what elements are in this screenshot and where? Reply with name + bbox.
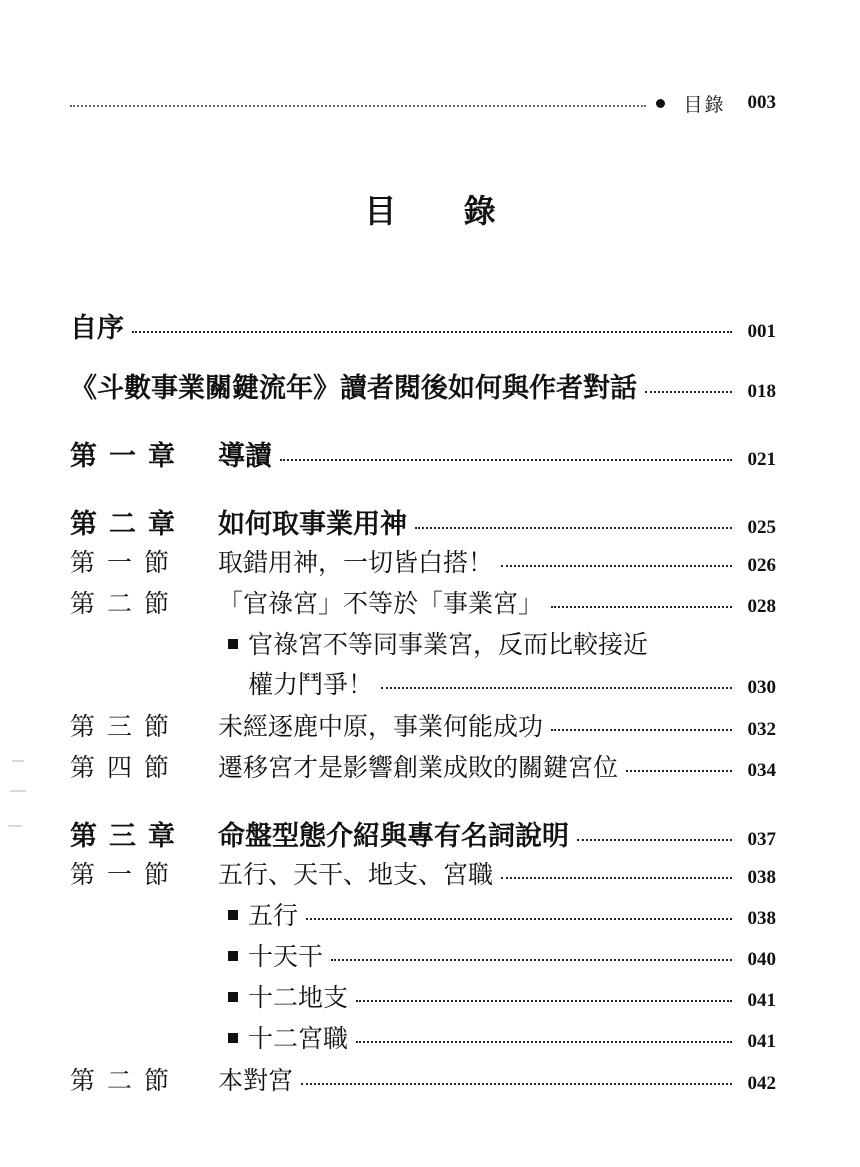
toc-label: 如何取事業用神 — [218, 509, 407, 540]
toc-label-group — [70, 543, 493, 579]
square-bullet-icon — [228, 951, 238, 961]
toc-page-number: 041 — [747, 990, 776, 1011]
header-bullet-icon — [656, 99, 665, 108]
toc-page-number: 018 — [747, 381, 776, 402]
toc-entry-chapter-3 — [70, 814, 776, 853]
scan-smudge-1 — [12, 760, 24, 762]
toc-page-number: 040 — [747, 949, 776, 970]
toc-label-group — [70, 748, 618, 784]
running-header-page-number: 003 — [747, 92, 776, 113]
toc-dotted-leader — [551, 606, 732, 608]
toc-label: 「官祿宮」不等於「事業宮」 — [218, 589, 544, 618]
toc-entry-ch2-section-1 — [70, 543, 776, 579]
toc-label: 五行、天干、地支、宮職 — [218, 860, 494, 889]
toc-dotted-leader — [626, 770, 732, 772]
toc-section-number: 第一節 — [70, 548, 182, 577]
square-bullet-icon — [228, 1033, 238, 1043]
toc-page-number: 026 — [747, 555, 776, 576]
toc-label: 導讀 — [218, 441, 272, 472]
toc-dotted-leader — [501, 877, 732, 879]
toc-page-number: 028 — [747, 596, 776, 617]
toc-label-group — [70, 502, 407, 541]
toc-label: 官祿宮不等同事業宮，反而比較接近 — [248, 630, 649, 659]
toc-entry-ch3-sec1-item-2 — [228, 937, 776, 973]
toc-entry-ch2-section-2 — [70, 584, 776, 620]
toc-entry-ch3-section-2 — [70, 1061, 776, 1097]
toc-dotted-leader — [356, 1041, 732, 1043]
toc-dotted-leader — [501, 565, 732, 567]
toc-dotted-leader — [356, 1000, 732, 1002]
toc-page-number: 030 — [747, 677, 776, 698]
toc-dotted-leader — [645, 391, 732, 393]
square-bullet-icon — [228, 992, 238, 1002]
toc-page-number: 037 — [747, 829, 776, 850]
toc-label-group — [70, 855, 493, 891]
running-header-title: 目錄 — [683, 93, 726, 116]
toc-dotted-leader — [280, 459, 732, 461]
toc-dotted-leader — [306, 918, 732, 920]
toc-page-number: 001 — [747, 321, 776, 342]
toc-section-number: 第一節 — [70, 860, 182, 889]
toc-entry-ch2-section-4 — [70, 748, 776, 784]
toc-label-group — [228, 896, 298, 932]
toc-dotted-leader — [551, 729, 732, 731]
toc-label: 十二地支 — [248, 983, 349, 1012]
running-header — [70, 88, 776, 118]
toc-dotted-leader — [132, 331, 732, 333]
toc-section-number: 第二節 — [70, 589, 182, 618]
toc-page-number: 021 — [747, 449, 776, 470]
toc-entry-preface — [70, 306, 776, 345]
toc-page-number: 034 — [747, 760, 776, 781]
toc-label-group — [70, 707, 543, 743]
toc-label-group — [228, 978, 348, 1014]
toc-page-number: 038 — [747, 867, 776, 888]
toc-label-group — [70, 814, 569, 853]
toc-label: 命盤型態介紹與專有名詞說明 — [218, 821, 569, 852]
toc-label: 十天干 — [248, 942, 324, 971]
toc-label-group — [228, 937, 323, 973]
scan-smudge-2 — [10, 790, 26, 792]
toc-dotted-leader — [415, 527, 732, 529]
toc-label: 遷移宮才是影響創業成敗的關鍵宮位 — [218, 753, 619, 782]
toc-section-number: 第四節 — [70, 753, 182, 782]
toc-entry-ch2-sec2-item-1-line-2 — [248, 665, 776, 701]
toc-section-number: 第二節 — [70, 1066, 182, 1095]
toc-dotted-leader — [577, 839, 732, 841]
toc-page-number: 025 — [747, 517, 776, 538]
toc-label: 未經逐鹿中原，事業何能成功 — [218, 712, 544, 741]
toc-label: 《斗數事業關鍵流年》讀者閱後如何與作者對話 — [70, 373, 637, 404]
toc-page-number: 032 — [747, 719, 776, 740]
toc-entry-ch2-section-3 — [70, 707, 776, 743]
toc-label-group — [228, 1019, 348, 1055]
toc-chapter-number: 第一章 — [70, 441, 187, 472]
toc-label-group — [70, 584, 543, 620]
toc-entry-ch3-sec1-item-3 — [228, 978, 776, 1014]
square-bullet-icon — [228, 639, 238, 649]
toc-label: 取錯用神，一切皆白搭！ — [218, 548, 494, 577]
toc-entry-chapter-1 — [70, 434, 776, 473]
square-bullet-icon — [228, 910, 238, 920]
toc-label-group — [70, 1061, 293, 1097]
toc-label: 自序 — [70, 313, 124, 344]
toc-entry-chapter-2 — [70, 502, 776, 541]
toc-entry-ch3-sec1-item-1 — [228, 896, 776, 932]
toc-chapter-number: 第三章 — [70, 821, 187, 852]
toc-entry-reader-dialogue — [70, 366, 776, 405]
toc-chapter-number: 第二章 — [70, 509, 187, 540]
toc-dotted-leader — [381, 687, 732, 689]
toc-label: 本對宮 — [218, 1066, 294, 1095]
toc-entry-ch3-sec1-item-4 — [228, 1019, 776, 1055]
toc-label-group — [70, 434, 272, 473]
toc-entry-ch2-sec2-item-1-line-1 — [228, 625, 648, 661]
header-dotted-leader — [70, 105, 646, 107]
scan-smudge-3 — [8, 825, 22, 827]
toc-dotted-leader — [331, 959, 732, 961]
toc-entry-ch3-section-1 — [70, 855, 776, 891]
toc-page-number: 042 — [747, 1073, 776, 1094]
toc-label: 十二宮職 — [248, 1024, 349, 1053]
page-title: 目 錄 — [364, 192, 524, 230]
toc-label: 權力鬥爭！ — [248, 670, 374, 699]
toc-dotted-leader — [301, 1083, 732, 1085]
toc-page-number: 038 — [747, 908, 776, 929]
toc-page-number: 041 — [747, 1031, 776, 1052]
toc-label: 五行 — [248, 901, 299, 930]
toc-section-number: 第三節 — [70, 712, 182, 741]
